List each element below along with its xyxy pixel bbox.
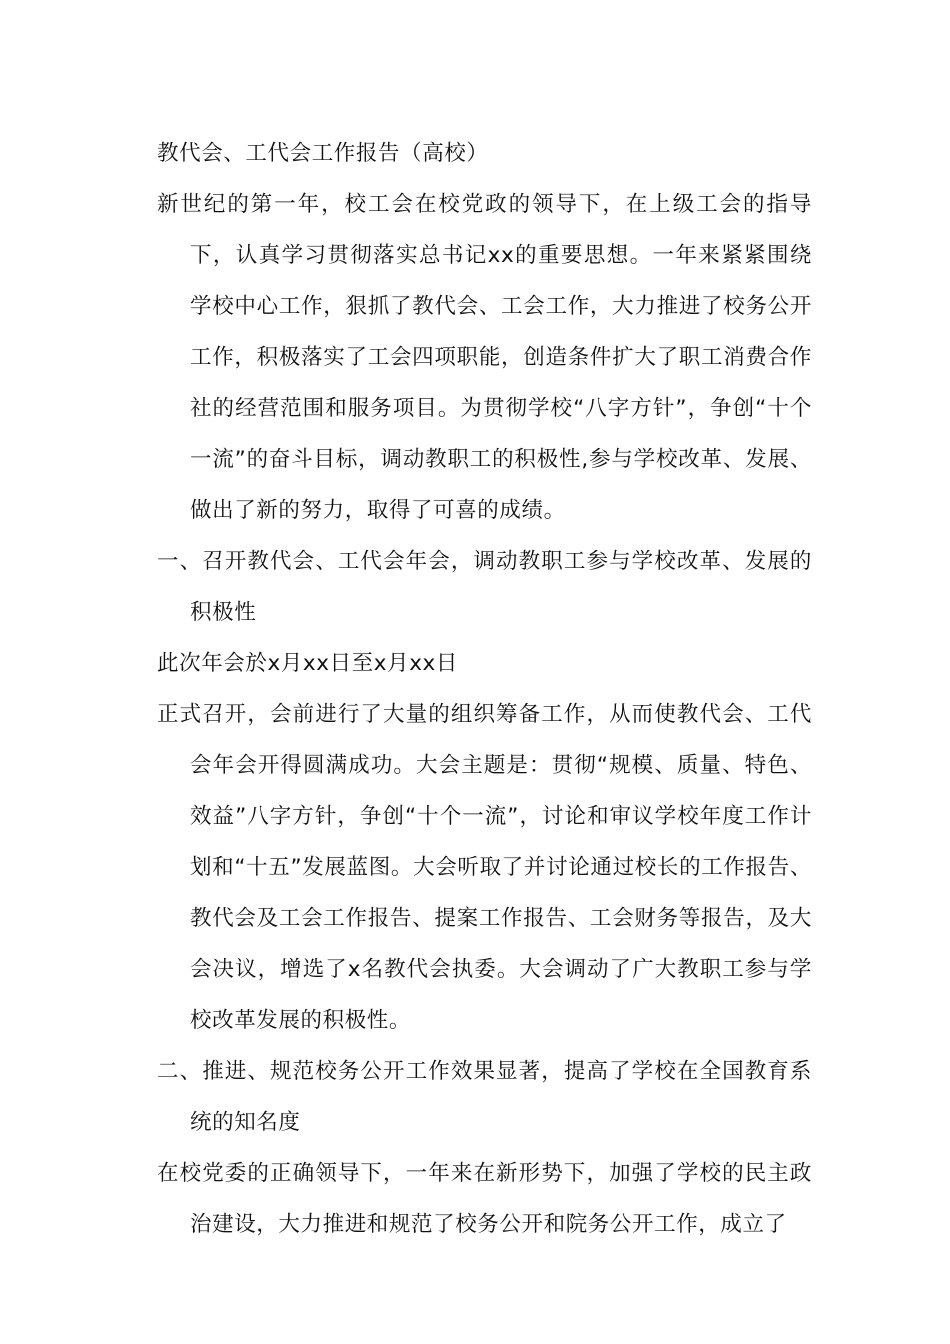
- paragraph-transparency: 在校党委的正确领导下，一年来在新形势下，加强了学校的民主政治建设，大力推进和规范了校务公开和院务公开工作，成立了: [157, 1161, 812, 1237]
- section-heading-1: 一、召开教代会、工代会年会，调动教职工参与学校改革、发展的积极性: [157, 549, 812, 625]
- document-page: [157, 128, 812, 1250]
- section-heading-2: 二、推进、规范校务公开工作效果显著，提高了学校在全国教育系统的知名度: [157, 1059, 812, 1135]
- paragraph-meeting-details: 正式召开，会前进行了大量的组织筹备工作，从而使教代会、工代会年会开得圆满成功。大会主题是：贯彻“规模、质量、特色、效益”八字方针，争创“十个一流”，讨论和审议学校年度工作计划和“十五”发展蓝图。大会听取了并讨论通过校长的工作报告、教代会及工会工作报告、提案工作报告、工会财务等报告，及大会决议，增选了x名教代会执委。大会调动了广大教职工参与学校改革发展的积极性。: [157, 702, 812, 1033]
- document-title: 教代会、工代会工作报告（高校）: [157, 141, 489, 166]
- paragraph-meeting-date: 此次年会於x月xx日至x月xx日: [157, 651, 458, 676]
- paragraph-intro: 新世纪的第一年，校工会在校党政的领导下，在上级工会的指导下，认真学习贯彻落实总书记xx的重要思想。一年来紧紧围绕学校中心工作，狠抓了教代会、工会工作，大力推进了校务公开工作，积极落实了工会四项职能，创造条件扩大了职工消费合作社的经营范围和服务项目。为贯彻学校“八字方针”，争创“十个一流”的奋斗目标，调动教职工的积极性,参与学校改革、发展、做出了新的努力，取得了可喜的成绩。: [157, 192, 812, 523]
